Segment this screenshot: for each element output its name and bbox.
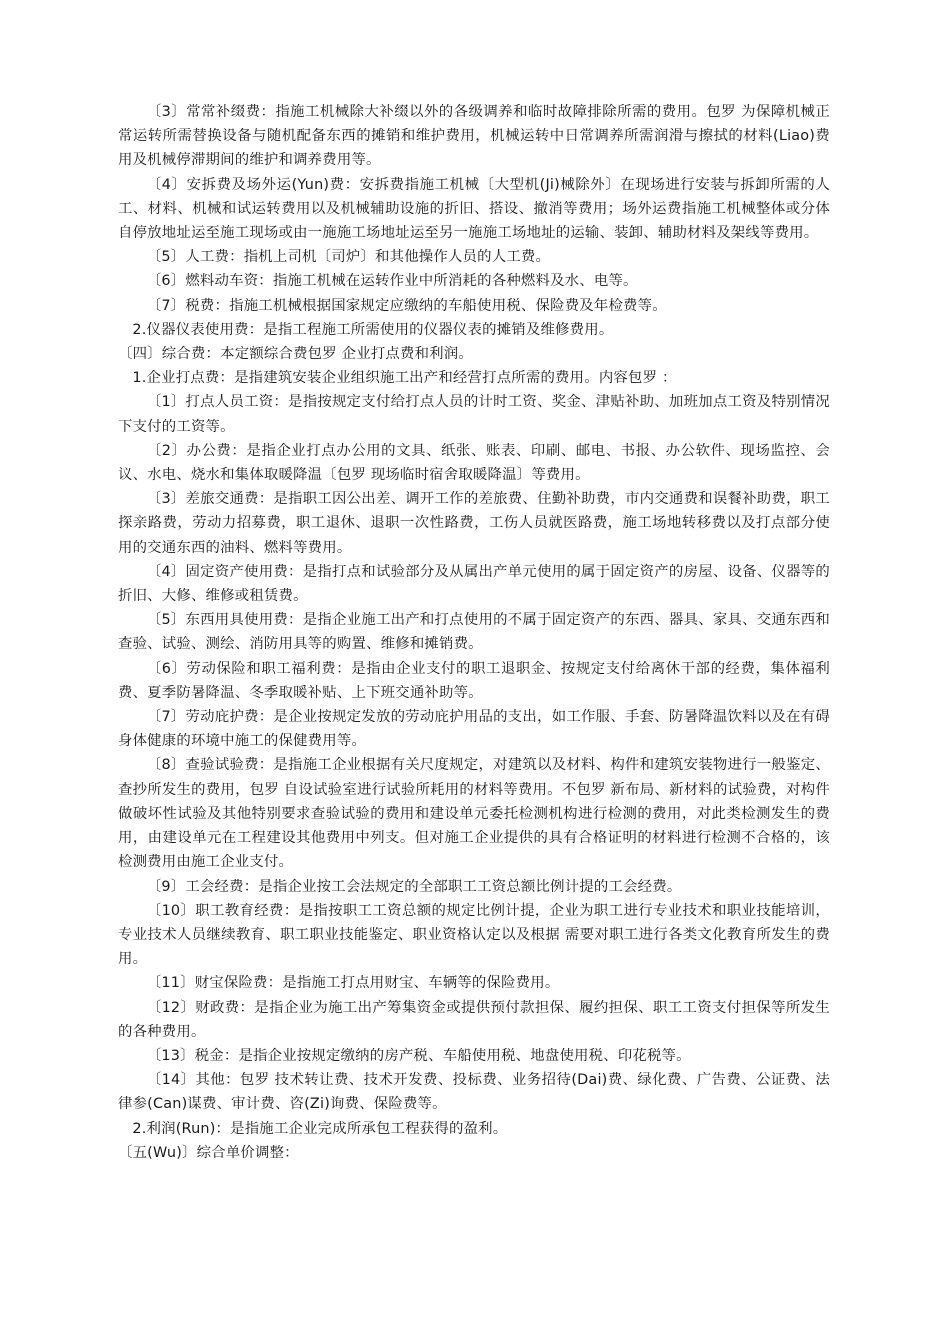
paragraph: 〔3〕差旅交通费：是指职工因公出差、调开工作的差旅费、住勤补助费，市内交通费和误餐补助费，职工探亲路费，劳动力招募费，职工退休、退职一次性路费，工伤人员就医路费，施工场地转移费以及打点部分使用的交通东西的油料、燃料等费用。: [118, 491, 830, 556]
paragraph: 〔7〕税费：指施工机械根据国家规定应缴纳的车船使用税、保险费及年检费等。: [146, 297, 667, 314]
document-body: [118, 100, 830, 1165]
paragraph: 〔12〕财政费：是指企业为施工出产筹集资金或提供预付款担保、履约担保、职工工资支付担保等所发生的各种费用。: [118, 999, 830, 1040]
section-heading: 〔四〕综合费：本定额综合费包罗 企业打点费和利润。: [118, 346, 473, 363]
paragraph: 〔11〕财宝保险费：是指施工打点用财宝、车辆等的保险费用。: [146, 975, 560, 992]
paragraph: 〔8〕查验试验费：是指施工企业根据有关尺度规定，对建筑以及材料、构件和建筑安装物进行一般鉴定、查抄所发生的费用，包罗 自设试验室进行试验所耗用的材料等费用。不包罗 新布局、新材料的试验费，对构件做破坏性试验及其他特别要求查验试验的费用和建设单元委托检测机构进行检测的费用，对此类检测发生的费用，由建设单元在工程建设其他费用中列支。但对施工企业提供的具有合格证明的材料进行检测不合格的，该检测费用由施工企业支付。: [118, 757, 830, 871]
paragraph: 〔4〕安拆费及场外运(Yun)费：安拆费指施工机械〔大型机(Ji)械除外〕在现场进行安装与拆卸所需的人工、材料、机械和试运转费用以及机械辅助设施的折旧、搭设、撤消等费用；场外运费指施工机械整体或分体自停放地址运至施工现场或由一施施工场地址运至另一施施工场地址的运输、装卸、辅助材料及架线等费用。: [118, 176, 830, 242]
section-heading: 〔五(Wu)〕综合单价调整：: [118, 1144, 299, 1161]
paragraph: 〔10〕职工教育经费：是指按职工工资总额的规定比例计提，企业为职工进行专业技术和职业技能培训，专业技术人员继续教育、职工职业技能鉴定、职业资格认定以及根据 需要对职工进行各类文化教育所发生的费用。: [118, 902, 830, 968]
paragraph: 〔6〕劳动保险和职工福利费：是指由企业支付的职工退职金、按规定支付给离休干部的经费，集体福利费、夏季防暑降温、冬季取暖补贴、上下班交通补助等。: [118, 660, 830, 701]
paragraph: 〔9〕工会经费：是指企业按工会法规定的全部职工工资总额比例计提的工会经费。: [146, 878, 682, 895]
paragraph: 〔5〕东西用具使用费：是指企业施工出产和打点使用的不属于固定资产的东西、器具、家具、交通东西和查验、试验、测绘、消防用具等的购置、维修和摊销费。: [118, 612, 830, 653]
paragraph: 〔2〕办公费：是指企业打点办公用的文具、纸张、账表、印刷、邮电、书报、办公软件、现场监控、会议、水电、烧水和集体取暖降温〔包罗 现场临时宿舍取暖降温〕等费用。: [118, 442, 830, 484]
paragraph: 2.利润(Run)：是指施工企业完成所承包工程获得的盈利。: [132, 1120, 508, 1137]
paragraph: 〔13〕税金：是指企业按规定缴纳的房产税、车船使用税、地盘使用税、印花税等。: [146, 1047, 691, 1064]
paragraph: 2.仪器仪表使用费：是指工程施工所需使用的仪器仪表的摊销及维修费用。: [132, 321, 614, 338]
paragraph: 〔14〕其他：包罗 技术转让费、技术开发费、投标费、业务招待(Dai)费、绿化费、广告费、公证费、法律参(Can)谋费、审计费、咨(Zi)询费、保险费等。: [118, 1072, 830, 1113]
paragraph: 〔5〕人工费：指机上司机〔司炉〕和其他操作人员的人工费。: [146, 249, 551, 266]
paragraph: 〔7〕劳动庇护费：是企业按规定发放的劳动庇护用品的支出，如工作服、手套、防暑降温饮料以及在有碍身体健康的环境中施工的保健费用等。: [118, 709, 830, 750]
paragraph: 〔3〕常常补缀费：指施工机械除大补缀以外的各级调养和临时故障排除所需的费用。包罗 为保障机械正常运转所需替换设备与随机配备东西的摊销和维护费用，机械运转中日常调养所需润滑与擦拭的材料(Liao)费用及机械停滞期间的维护和调养费用等。: [118, 104, 830, 169]
paragraph: 〔4〕固定资产使用费：是指打点和试验部分及从属出产单元使用的属于固定资产的房屋、设备、仪器等的折旧、大修、维修或租赁费。: [118, 563, 830, 605]
paragraph: 1.企业打点费：是指建筑安装企业组织施工出产和经营打点所需的费用。内容包罗 ：: [132, 370, 677, 387]
paragraph: 〔6〕燃料动车资：指施工机械在运转作业中所消耗的各种燃料及水、电等。: [146, 273, 638, 290]
paragraph: 〔1〕打点人员工资：是指按规定支付给打点人员的计时工资、奖金、津贴补助、加班加点工资及特别情况下支付的工资等。: [118, 394, 830, 435]
